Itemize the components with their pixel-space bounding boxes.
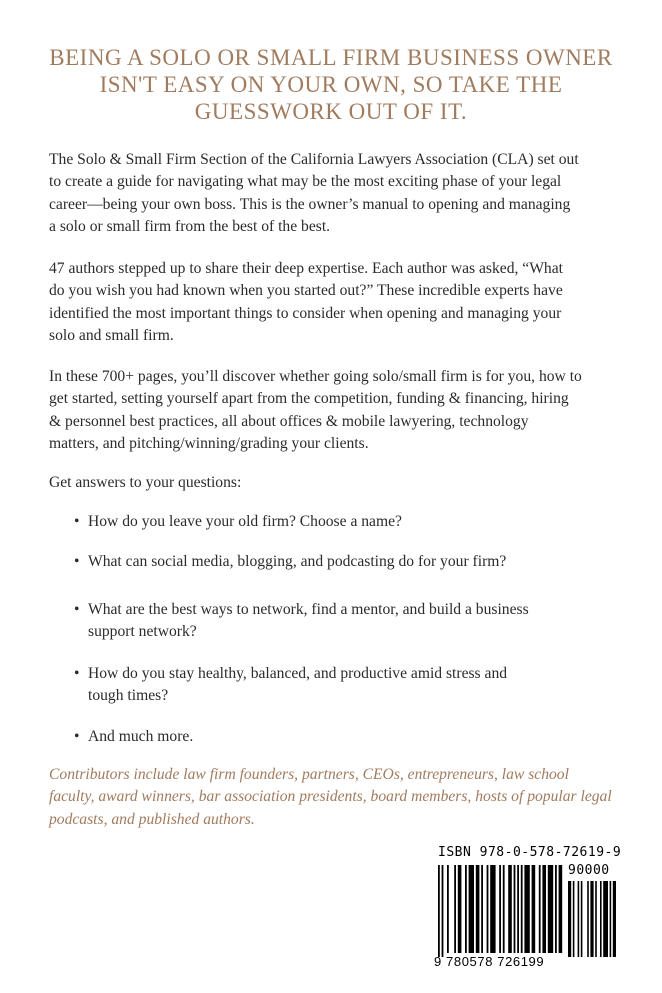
contributors-note xyxy=(49,764,619,831)
barcode-number: 9 780578 726199 xyxy=(434,954,545,969)
intro-paragraph xyxy=(49,149,619,239)
paragraph-line: solo and small firm. xyxy=(49,327,174,345)
list-item-line: support network? xyxy=(88,623,197,641)
bullet-icon: • xyxy=(74,665,80,682)
headline xyxy=(40,44,622,125)
contributors-line: Contributors include law firm founders, partners, CEOs, entrepreneurs, law school xyxy=(49,766,569,783)
paragraph-line: a solo or small firm from the best of the best. xyxy=(49,218,331,236)
authors-paragraph xyxy=(49,258,619,348)
contributors-line: podcasts, and published authors. xyxy=(49,810,255,828)
list-item-line: How do you leave your old firm? Choose a name? xyxy=(88,513,402,530)
list-item-line: What can social media, blogging, and podcasting do for your firm? xyxy=(88,553,507,570)
list-item-text xyxy=(88,551,506,573)
paragraph-line: career—being your own boss. This is the owner’s manual to opening and managing xyxy=(49,195,571,213)
headline-line: BEING A SOLO OR SMALL FIRM BUSINESS OWNER xyxy=(49,45,613,70)
paragraph-line: get started, setting yourself apart from the competition, funding & financing, hiring xyxy=(49,390,569,408)
paragraph-line: Get answers to your questions: xyxy=(49,474,242,491)
barcode-addon-number: 90000 xyxy=(568,863,610,878)
paragraph-line: 47 authors stepped up to share their deep expertise. Each author was asked, “What xyxy=(49,260,563,277)
bullet-icon: • xyxy=(74,601,80,618)
list-item-text xyxy=(88,599,529,644)
contributors-line: faculty, award winners, bar association presidents, board members, hosts of popular legal xyxy=(49,788,612,806)
list-item-line: How do you stay healthy, balanced, and productive amid stress and xyxy=(88,665,508,682)
paragraph-line: do you wish you had known when you started out?” These incredible experts have xyxy=(49,282,563,300)
list-item-line: What are the best ways to network, find a mentor, and build a business xyxy=(88,601,529,618)
questions-intro xyxy=(49,472,619,494)
bullet-icon: • xyxy=(74,728,80,745)
headline-line: GUESSWORK OUT OF IT. xyxy=(194,99,468,124)
paragraph-line: identified the most important things to consider when opening and managing your xyxy=(49,304,562,322)
paragraph-line: matters, and pitching/winning/grading your clients. xyxy=(49,435,369,453)
isbn-barcode xyxy=(430,843,628,973)
list-item-line: tough times? xyxy=(88,687,169,705)
list-item-text xyxy=(88,511,402,533)
list-item-text xyxy=(88,663,507,708)
list-item-line: And much more. xyxy=(88,728,194,745)
paragraph-line: The Solo & Small Firm Section of the California Lawyers Association (CLA) set out xyxy=(49,151,579,168)
headline-line: ISN'T EASY ON YOUR OWN, SO TAKE THE xyxy=(99,72,563,97)
ean-barcode-bars xyxy=(438,865,624,957)
bullet-icon: • xyxy=(74,553,80,570)
bullet-icon: • xyxy=(74,513,80,530)
topics-paragraph xyxy=(49,366,619,456)
paragraph-line: In these 700+ pages, you’ll discover whether going solo/small firm is for you, how to xyxy=(49,368,582,385)
paragraph-line: to create a guide for navigating what may be the most exciting phase of your legal xyxy=(49,173,562,191)
list-item-text xyxy=(88,726,193,748)
paragraph-line: & personnel best practices, all about offices & mobile lawyering, technology xyxy=(49,412,529,430)
isbn-label: ISBN 978-0-578-72619-9 xyxy=(438,845,622,860)
